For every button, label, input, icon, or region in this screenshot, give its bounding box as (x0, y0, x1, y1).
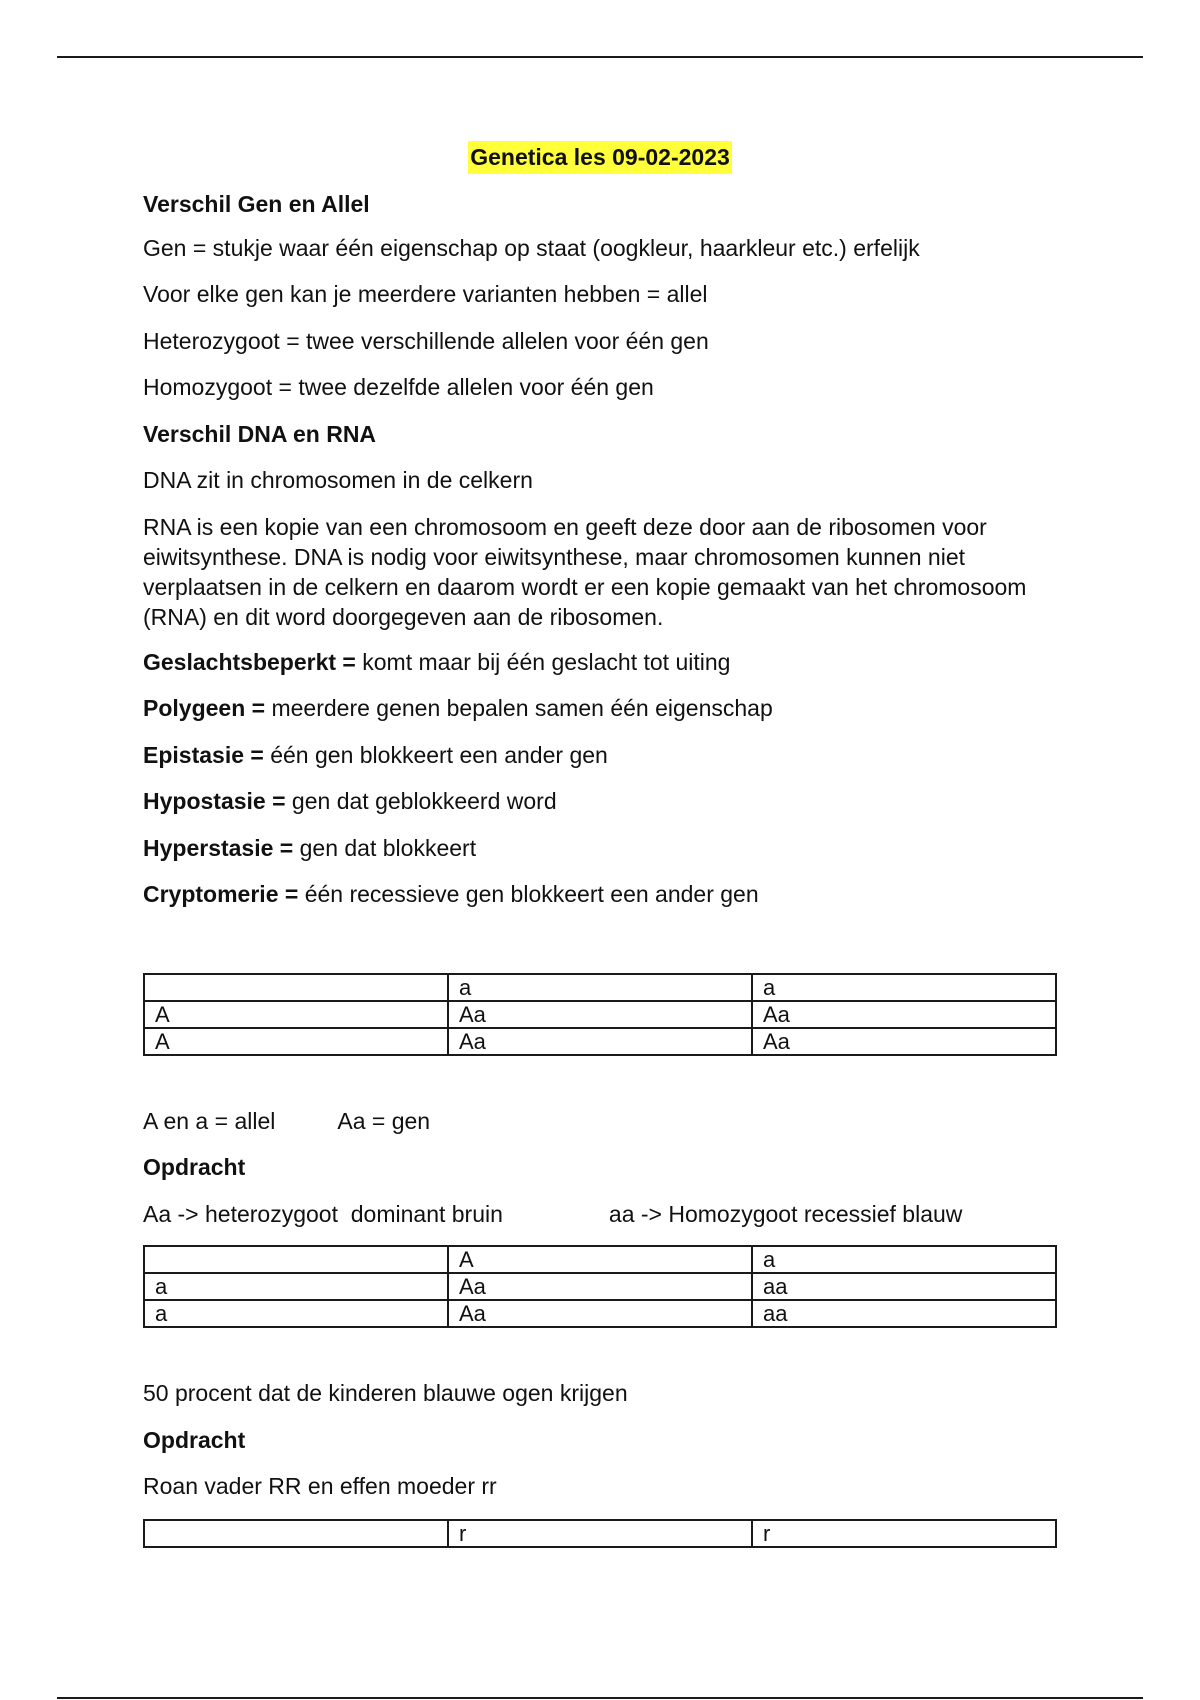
table-cell: Aa (448, 1300, 752, 1327)
table-row (144, 1028, 1056, 1055)
table-row (144, 1246, 1056, 1273)
rna-paragraph: RNA is een kopie van een chromosoom en geeft deze door aan de ribosomen voor eiwitsynthese. DNA is nodig voor eiwitsynthese, maar chromosomen kunnen niet verplaatsen in de celkern en daarom wordt er een kopie gemaakt van het chromosoom (RNA) en dit word doorgegeven aan de ribosomen. (143, 514, 1027, 630)
result-text: 50 procent dat de kinderen blauwe ogen krijgen (143, 1380, 628, 1406)
table-cell: Aa (752, 1001, 1056, 1028)
table-row (144, 1001, 1056, 1028)
heading-opdracht-2: Opdracht (143, 1427, 246, 1453)
punnett-table-1 (143, 973, 1057, 1056)
definition-text: komt maar bij één geslacht tot uiting (355, 649, 731, 675)
definition-term: Geslachtsbeperkt = (143, 649, 356, 675)
table-row (144, 1520, 1056, 1547)
punnett-table-2 (143, 1245, 1057, 1328)
definition-term: Hypostasie = (143, 788, 286, 814)
title-wrap (0, 141, 1200, 174)
opdracht-1-left: Aa -> heterozygoot dominant bruin (143, 1201, 503, 1227)
text-line: Homozygoot = twee dezelfde allelen voor één gen (143, 374, 654, 400)
opdracht-1-line (143, 1199, 962, 1229)
definition-term: Epistasie = (143, 742, 264, 768)
text-line: DNA zit in chromosomen in de celkern (143, 467, 533, 493)
definition-text: gen dat blokkeert (293, 835, 477, 861)
definition-item (143, 740, 608, 770)
table-row (144, 1300, 1056, 1327)
text-line: Heterozygoot = twee verschillende allelen voor één gen (143, 328, 709, 354)
table-cell: r (448, 1520, 752, 1547)
heading-dna-rna: Verschil DNA en RNA (143, 421, 377, 447)
definition-item (143, 879, 759, 909)
definition-text: één recessieve gen blokkeert een ander gen (298, 881, 759, 907)
opdracht-1-right: aa -> Homozygoot recessief blauw (608, 1201, 963, 1227)
table-cell: Aa (752, 1028, 1056, 1055)
table-cell: a (448, 974, 752, 1001)
definition-item (143, 833, 476, 863)
definition-text: gen dat geblokkeerd word (285, 788, 557, 814)
table-cell: Aa (448, 1001, 752, 1028)
table-row (144, 1273, 1056, 1300)
table-cell (144, 1246, 448, 1273)
allel-gen-legend (143, 1106, 430, 1136)
table-cell: a (144, 1273, 448, 1300)
table-cell: Aa (448, 1028, 752, 1055)
table-cell: A (144, 1028, 448, 1055)
table-cell: r (752, 1520, 1056, 1547)
table-cell: aa (752, 1273, 1056, 1300)
table-cell (144, 974, 448, 1001)
legend-gen: Aa = gen (337, 1108, 431, 1134)
table-row (144, 974, 1056, 1001)
text-line: Gen = stukje waar één eigenschap op staat (oogkleur, haarkleur etc.) erfelijk (143, 235, 920, 261)
punnett-table-3 (143, 1519, 1057, 1548)
text-line: Voor elke gen kan je meerdere varianten hebben = allel (143, 281, 708, 307)
legend-allel: A en a = allel (143, 1108, 276, 1134)
table-cell: Aa (448, 1273, 752, 1300)
table-cell: A (144, 1001, 448, 1028)
definition-item (143, 786, 557, 816)
definition-term: Polygeen = (143, 695, 266, 721)
definition-item (143, 693, 773, 723)
table-cell: a (752, 974, 1056, 1001)
table-cell (144, 1520, 448, 1547)
table-cell: aa (752, 1300, 1056, 1327)
table-cell: a (752, 1246, 1056, 1273)
heading-gen-allel: Verschil Gen en Allel (143, 191, 370, 217)
page-title: Genetica les 09-02-2023 (468, 141, 732, 174)
table-cell: a (144, 1300, 448, 1327)
definition-term: Cryptomerie = (143, 881, 299, 907)
table-cell: A (448, 1246, 752, 1273)
heading-opdracht-1: Opdracht (143, 1154, 246, 1180)
definition-text: één gen blokkeert een ander gen (263, 742, 608, 768)
top-rule (57, 56, 1143, 58)
definition-text: meerdere genen bepalen samen één eigenschap (265, 695, 773, 721)
definition-item (143, 647, 730, 677)
bottom-rule (57, 1697, 1143, 1699)
opdracht-2-line: Roan vader RR en effen moeder rr (143, 1473, 497, 1499)
definition-term: Hyperstasie = (143, 835, 294, 861)
